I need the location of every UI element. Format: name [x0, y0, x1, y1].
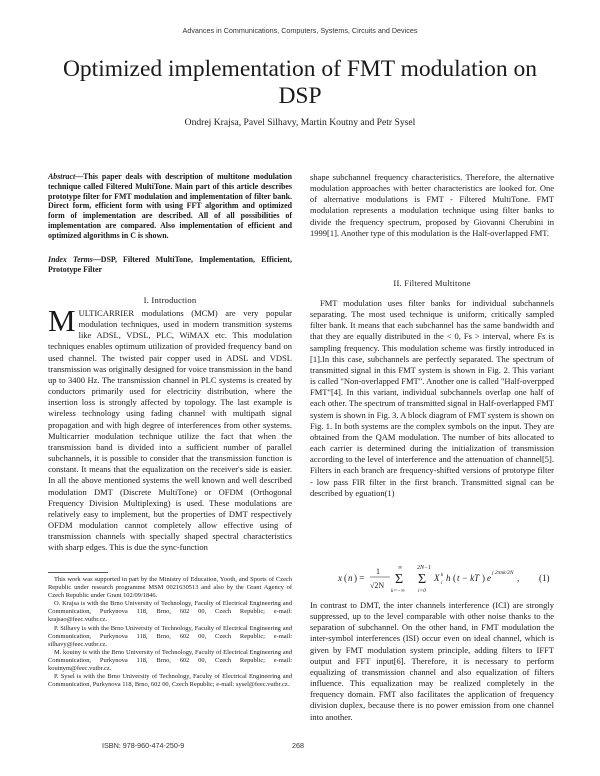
introduction-text: ULTICARRIER modulations (MCM) are very popular modulation techniques, used in modern transmition systems like ADSL, VDSL, PLC, WiMAX etc. This modulation techniques enables optimum utilization of provided frequency band on used channel. The twisted pair copper used in ADSL and VDSL transmission was originally designed for voice transmission in the band up to 3400 Hz. The transmission channel in PLC systems is created by conductors primarily used for electricity distribution, where the insertion loss is strongly affected by topology. The last example is wireless technology using fading channel with multipath signal propagation and with high degree of interferences from other systems. Multicarrier modulation technique utilize the fact that when the transmission band is divided into a sufficient number of parallel subchannels, it is possible to consider that the transmission function is constant. It means that the equalization on the receiver's side is easier. In all the above mentioned systems the well known and well described modulation DMT (Discrete MultiTone) or OFDM (Orthogonal Frequency Division Multiplexing) is used. These modulations are relatively easy to implement, but the properties of DMT respectively OFDM modulation cannot completely allow effective using of transmission channels with specially shaped spectral characteristics with sharp edges. This is due the sync-function: [48, 308, 292, 553]
drop-cap: M: [48, 303, 76, 338]
paper-title: Optimized implementation of FMT modulation on DSP: [62, 56, 538, 109]
svg-text:i=0: i=0: [418, 588, 426, 594]
svg-text:k=−∞: k=−∞: [391, 588, 405, 594]
svg-text:X: X: [434, 573, 440, 583]
footer-isbn: ISBN: 978-960-474-250-9: [102, 741, 185, 750]
footnote-author-2: P. Silhavy is with the Brno University of Technology, Faculty of Electrical Engineering and Communication, Purkynova 118, Brno, 602 00, Czech Republic; e-mail: silhavy@feec.vutbr.cz.: [48, 624, 292, 648]
right-column-intro-continued: shape subchannel frequency characteristics. Therefore, the alternative modulation approaches with better characteristics are looked for. One of alternative modulations is FMT - Filtered MultiTone. FMT modulation represents a modulation technique using filter banks to divide the frequency spectrum, proposed by Giovanni Cherubini in 1999[1]. Another type of this modulation is the Half-overlapped FMT.: [310, 172, 554, 238]
footnotes: [48, 576, 292, 689]
index-terms: [48, 255, 292, 275]
equation-number: (1): [539, 573, 550, 583]
svg-text:k: k: [441, 572, 444, 578]
svg-text:Σ: Σ: [395, 572, 404, 587]
abstract-text: —This paper deals with description of multitone modulation technique called Filtered MultiTone. Main part of this article describes prototype filter for FMT modulation and implementation of filter bank. Direct form, efficient form with using FFT algorithm and optimized form of implementation are described. All of all possibilities of implementation are compared. Also implementation of efficient and optimized algorithms in C is shown.: [48, 172, 292, 240]
svg-text:∞: ∞: [398, 565, 403, 571]
svg-text:i: i: [441, 580, 443, 586]
index-terms-lead: Index Terms: [48, 255, 93, 264]
footnote-author-1: O. Krajsa is with the Brno University of Technology, Faculty of Electrical Engineering and Communication, Purkynova 118, Brno, 602 00, Czech Republic; e-mail: krajsao@feec.vutbr.cz.: [48, 600, 292, 624]
svg-text:h: h: [446, 573, 451, 583]
section-filtered-multitone-body: [310, 298, 554, 499]
svg-text:Σ: Σ: [418, 572, 427, 587]
svg-text:t − kT: t − kT: [457, 573, 480, 583]
abstract-lead: Abstract: [48, 172, 76, 181]
svg-text:,: ,: [517, 573, 520, 583]
index-terms-text: —DSP, Filtered MultiTone, Implementation, Efficient, Prototype Filter: [48, 255, 293, 274]
svg-text:): ): [482, 573, 485, 583]
introduction-body: [48, 303, 292, 553]
section-filtered-multitone-text: FMT modulation uses filter banks for individual subchannels separating. The most used technique is uniform, critically sampled filter bank. It means that each subchannel has the same bandwidth and that they are equally distributed in the < 0, Fs > interval, where Fs is sampling frequency. This modulation scheme was firstly introduced in [1].In this case, subchannels are perfectly separated. The spectrum of transmitted signal in this FMT system is shown in Fig. 2. This variant is called "Non-overlapped FMT". Another one is called "Half-overpped FMT"[4]. In this variant, individual subchannels overlap one half of each other. The spectrum of transmitted signal in Half-overlapped FMT system is shown in Fig. 3. A block diagram of FMT system is shown on Fig. 1. In both systems are the complex symbols on the input. They are obtained from the QAM modulation. The number of bits allocated to each carrier is determined during the initialization of transmission according to the level of interference and the attenuation of channel[5]. Filters in each branch are frequency-shifted versions of prototype filter - low pass FIR filter in the first branch. Transmitted signal can be described by eguation(1): [310, 298, 554, 498]
section-heading-filtered-multitone: II. Filtered Multitone: [393, 278, 471, 288]
svg-text:(: (: [344, 573, 347, 583]
footnote-rule: [48, 572, 108, 573]
svg-text:) =: ) =: [354, 573, 365, 583]
footnote-author-3: M. koutny is with the Brno University of Technology, Faculty of Electrical Engineering and Communication, Purkynova 118, Brno, 602 00, Czech Republic; e-mail: koutnym@feec.vutbr.cz.: [48, 648, 292, 673]
page-number: 268: [292, 741, 304, 750]
svg-text:n: n: [348, 573, 353, 583]
svg-text:2N−1: 2N−1: [417, 565, 432, 571]
footnote-author-4: P. Sysel is with the Brno University of Technology, Faculty of Electrical Engineering and Communication, Purkynova 118, Brno, 602 00, Czech Republic; e-mail: sysel@feec.vutbr.cz.: [48, 673, 292, 689]
footnote-funding: This work was supported in part by the Ministry of Education, Yooth, and Sports of Czech Republic under research programme MSM 0021630513 and also by the Grant Agency of Czech Republic under Grant 102/09/1846.: [48, 576, 292, 600]
svg-text:√2N: √2N: [370, 581, 385, 590]
section-heading-introduction: I. Introduction: [143, 295, 197, 305]
svg-text:1: 1: [376, 567, 380, 576]
section-filtered-multitone-continued: In contrast to DMT, the inter channels interference (ICI) are strongly suppressed, up to the level comparable with other noise thanks to the separation of subchannel. On the other hand, in FMT modulation the inter-symbol interferences (ISI) occur even on ideal channel, which is given by FMT modulation system principle, adding filters to IFFT output and FFT input[6]. Therefore, it is necessary to perform equalizing of transmission channel and also equalization of filters influence. This equalization may be realized completely in the frequency domain. FMT also facilitates the application of frequency division duplex, because there is no power emission from one channel into another.: [310, 600, 554, 722]
svg-text:x: x: [338, 573, 342, 583]
svg-text:(: (: [453, 573, 456, 583]
author-list: Ondrej Krajsa, Pavel Silhavy, Martin Koutny and Petr Sysel: [184, 117, 416, 128]
svg-text:j 2πnk/2N: j 2πnk/2N: [492, 570, 514, 576]
running-header: Advances in Communications, Computers, Systems, Circuits and Devices: [182, 26, 418, 35]
equation-1: [310, 561, 554, 595]
abstract: [48, 172, 292, 241]
svg-text:e: e: [487, 573, 491, 583]
